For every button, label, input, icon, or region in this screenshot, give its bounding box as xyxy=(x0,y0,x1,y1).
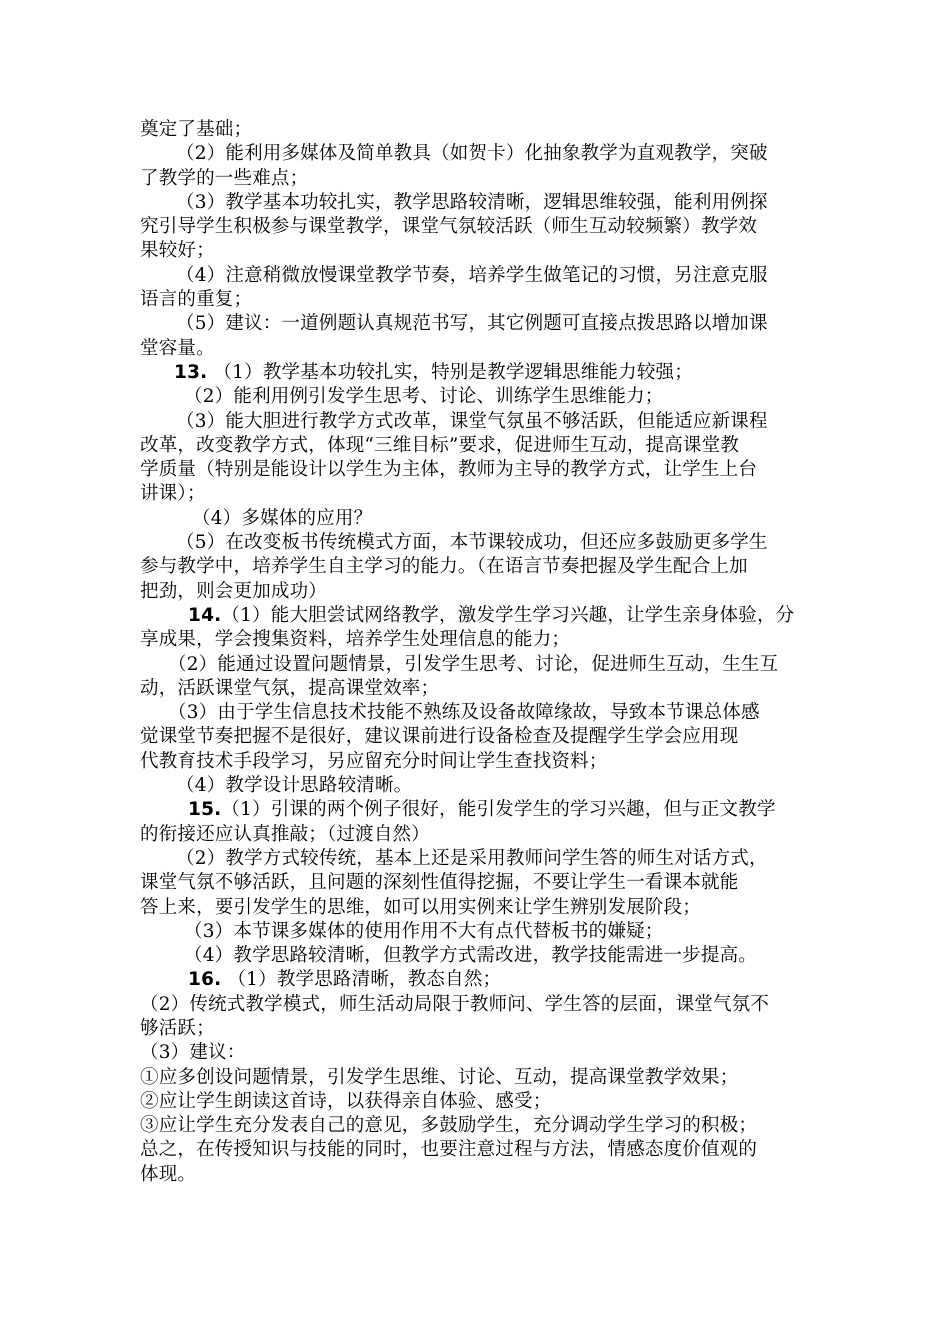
text-line xyxy=(140,750,866,774)
text-line xyxy=(140,215,866,239)
text-line xyxy=(140,458,866,482)
item-number: 16. xyxy=(188,969,222,991)
line-text: （3）本节课多媒体的使用作用不大有点代替板书的嫌疑； xyxy=(184,920,664,942)
line-text: （5）在改变板书传统模式方面，本节课较成功，但还应多鼓励更多学生 xyxy=(176,532,768,554)
line-text: （1）引课的两个例子很好，能引发学生的学习兴趣，但与正文教学 xyxy=(221,799,776,821)
document-body xyxy=(140,118,866,1187)
text-line xyxy=(140,1114,866,1138)
text-line xyxy=(140,191,866,215)
text-line xyxy=(140,410,866,434)
line-text: 课堂气氛不够活跃，且问题的深刻性值得挖掘，不要让学生一看课本就能 xyxy=(140,872,739,894)
text-line xyxy=(140,580,866,604)
text-line xyxy=(140,118,866,142)
text-line xyxy=(140,555,866,579)
line-text: （3）建议： xyxy=(140,1042,246,1064)
line-text: （1）教学基本功较扎实，特别是教学逻辑思维能力较强； xyxy=(207,361,693,383)
line-text: 了教学的一些难点； xyxy=(140,167,309,189)
text-line xyxy=(140,725,866,749)
text-line xyxy=(140,653,866,677)
line-text: （4）教学设计思路较清晰。 xyxy=(176,775,413,797)
line-text: 享成果，学会搜集资料，培养学生处理信息的能力； xyxy=(140,629,571,651)
line-text: 究引导学生积极参与课堂教学，课堂气氛较活跃（师生互动较频繁）教学效 xyxy=(140,216,758,238)
text-line xyxy=(140,920,866,944)
text-line xyxy=(140,871,866,895)
line-text: （5）建议：一道例题认真规范书写，其它例题可直接点拨思路以增加课 xyxy=(176,313,768,335)
line-text: ③应让学生充分发表自己的意见，多鼓励学生，充分调动学生学习的积极； xyxy=(140,1115,758,1137)
line-text: 总之，在传授知识与技能的同时，也要注意过程与方法，情感态度价值观的 xyxy=(140,1139,758,1161)
line-text: （3）能大胆进行教学方式改革，课堂气氛虽不够活跃，但能适应新课程 xyxy=(176,410,768,432)
text-line xyxy=(140,1138,866,1162)
line-text: 堂容量。 xyxy=(140,337,215,359)
text-line xyxy=(140,701,866,725)
line-text: （3）教学基本功较扎实，教学思路较清晰，逻辑思维较强，能利用例探 xyxy=(176,191,768,213)
line-text: 奠定了基础； xyxy=(140,119,253,140)
text-line xyxy=(140,288,866,312)
line-text: （2）能通过设置问题情景，引发学生思考、讨论，促进师生互动，生生互 xyxy=(168,653,779,675)
text-line xyxy=(140,482,866,506)
text-line xyxy=(140,142,866,166)
text-line xyxy=(140,264,866,288)
text-line xyxy=(140,312,866,336)
text-line xyxy=(140,1017,866,1041)
text-line xyxy=(140,531,866,555)
line-text: 够活跃； xyxy=(140,1017,215,1039)
line-text: 改革，改变教学方式，体现“三维目标”要求，促进师生互动，提高课堂教 xyxy=(140,434,740,456)
line-text: 语言的重复； xyxy=(140,289,253,311)
line-text: （4）多媒体的应用？ xyxy=(192,507,373,529)
text-line xyxy=(140,1041,866,1065)
line-text: （2）教学方式较传统，基本上还是采用教师问学生答的师生对话方式， xyxy=(176,847,768,869)
line-text: 把劲，则会更加成功） xyxy=(140,580,328,602)
text-line xyxy=(140,798,866,822)
text-line xyxy=(140,774,866,798)
text-line xyxy=(140,993,866,1017)
line-text: （4）注意稍微放慢课堂教学节奏，培养学生做笔记的习惯，另注意克服 xyxy=(176,264,768,286)
text-line xyxy=(140,896,866,920)
text-line xyxy=(140,1163,866,1187)
text-line xyxy=(140,337,866,361)
text-line xyxy=(140,1090,866,1114)
text-line xyxy=(140,944,866,968)
line-text: （2）能利用多媒体及简单教具（如贺卡）化抽象教学为直观教学，突破 xyxy=(176,143,768,165)
line-text: 动，活跃课堂气氛，提高课堂效率； xyxy=(140,677,440,699)
text-line xyxy=(140,604,866,628)
line-text: 答上来，要引发学生的思维，如可以用实例来让学生辨别发展阶段； xyxy=(140,896,702,918)
text-line xyxy=(140,239,866,263)
text-line xyxy=(140,385,866,409)
text-line xyxy=(140,677,866,701)
line-text: （1）能大胆尝试网络教学，激发学生学习兴趣，让学生亲身体验，分 xyxy=(221,604,795,626)
line-text: 体现。 xyxy=(140,1163,197,1185)
text-line xyxy=(140,434,866,458)
item-number: 15. xyxy=(188,799,222,821)
item-number: 13. xyxy=(174,361,208,383)
line-text: ②应让学生朗读这首诗，以获得亲自体验、感受； xyxy=(140,1090,552,1112)
line-text: （2）能利用例引发学生思考、讨论、训练学生思维能力； xyxy=(184,386,664,408)
text-line xyxy=(140,361,866,385)
line-text: ①应多创设问题情景，引发学生思维、讨论、互动，提高课堂教学效果； xyxy=(140,1066,739,1088)
text-line xyxy=(140,628,866,652)
line-text: 觉课堂节奏把握不是很好，建议课前进行设备检查及提醒学生学会应用现 xyxy=(140,726,739,748)
text-line xyxy=(140,823,866,847)
line-text: （1）教学思路清晰，教态自然； xyxy=(221,969,502,991)
text-line xyxy=(140,968,866,992)
line-text: （4）教学思路较清晰，但教学方式需改进，教学技能需进一步提高。 xyxy=(184,945,757,967)
line-text: 果较好； xyxy=(140,240,215,262)
line-text: 讲课）； xyxy=(140,483,206,505)
line-text: 的衔接还应认真推敲；（过渡自然） xyxy=(140,823,430,845)
line-text: （3）由于学生信息技术技能不熟练及设备故障缘故，导致本节课总体感 xyxy=(168,702,760,724)
line-text: （2）传统式教学模式，师生活动局限于教师问、学生答的层面，课堂气氛不 xyxy=(140,993,770,1015)
line-text: 学质量（特别是能设计以学生为主体，教师为主导的教学方式，让学生上台 xyxy=(140,459,758,481)
text-line xyxy=(140,167,866,191)
text-line xyxy=(140,1066,866,1090)
line-text: 参与教学中，培养学生自主学习的能力。（在语言节奏把握及学生配合上加 xyxy=(140,556,748,578)
text-line xyxy=(140,847,866,871)
item-number: 14. xyxy=(188,604,222,626)
text-line xyxy=(140,507,866,531)
line-text: 代教育技术手段学习，另应留充分时间让学生查找资料； xyxy=(140,750,608,772)
